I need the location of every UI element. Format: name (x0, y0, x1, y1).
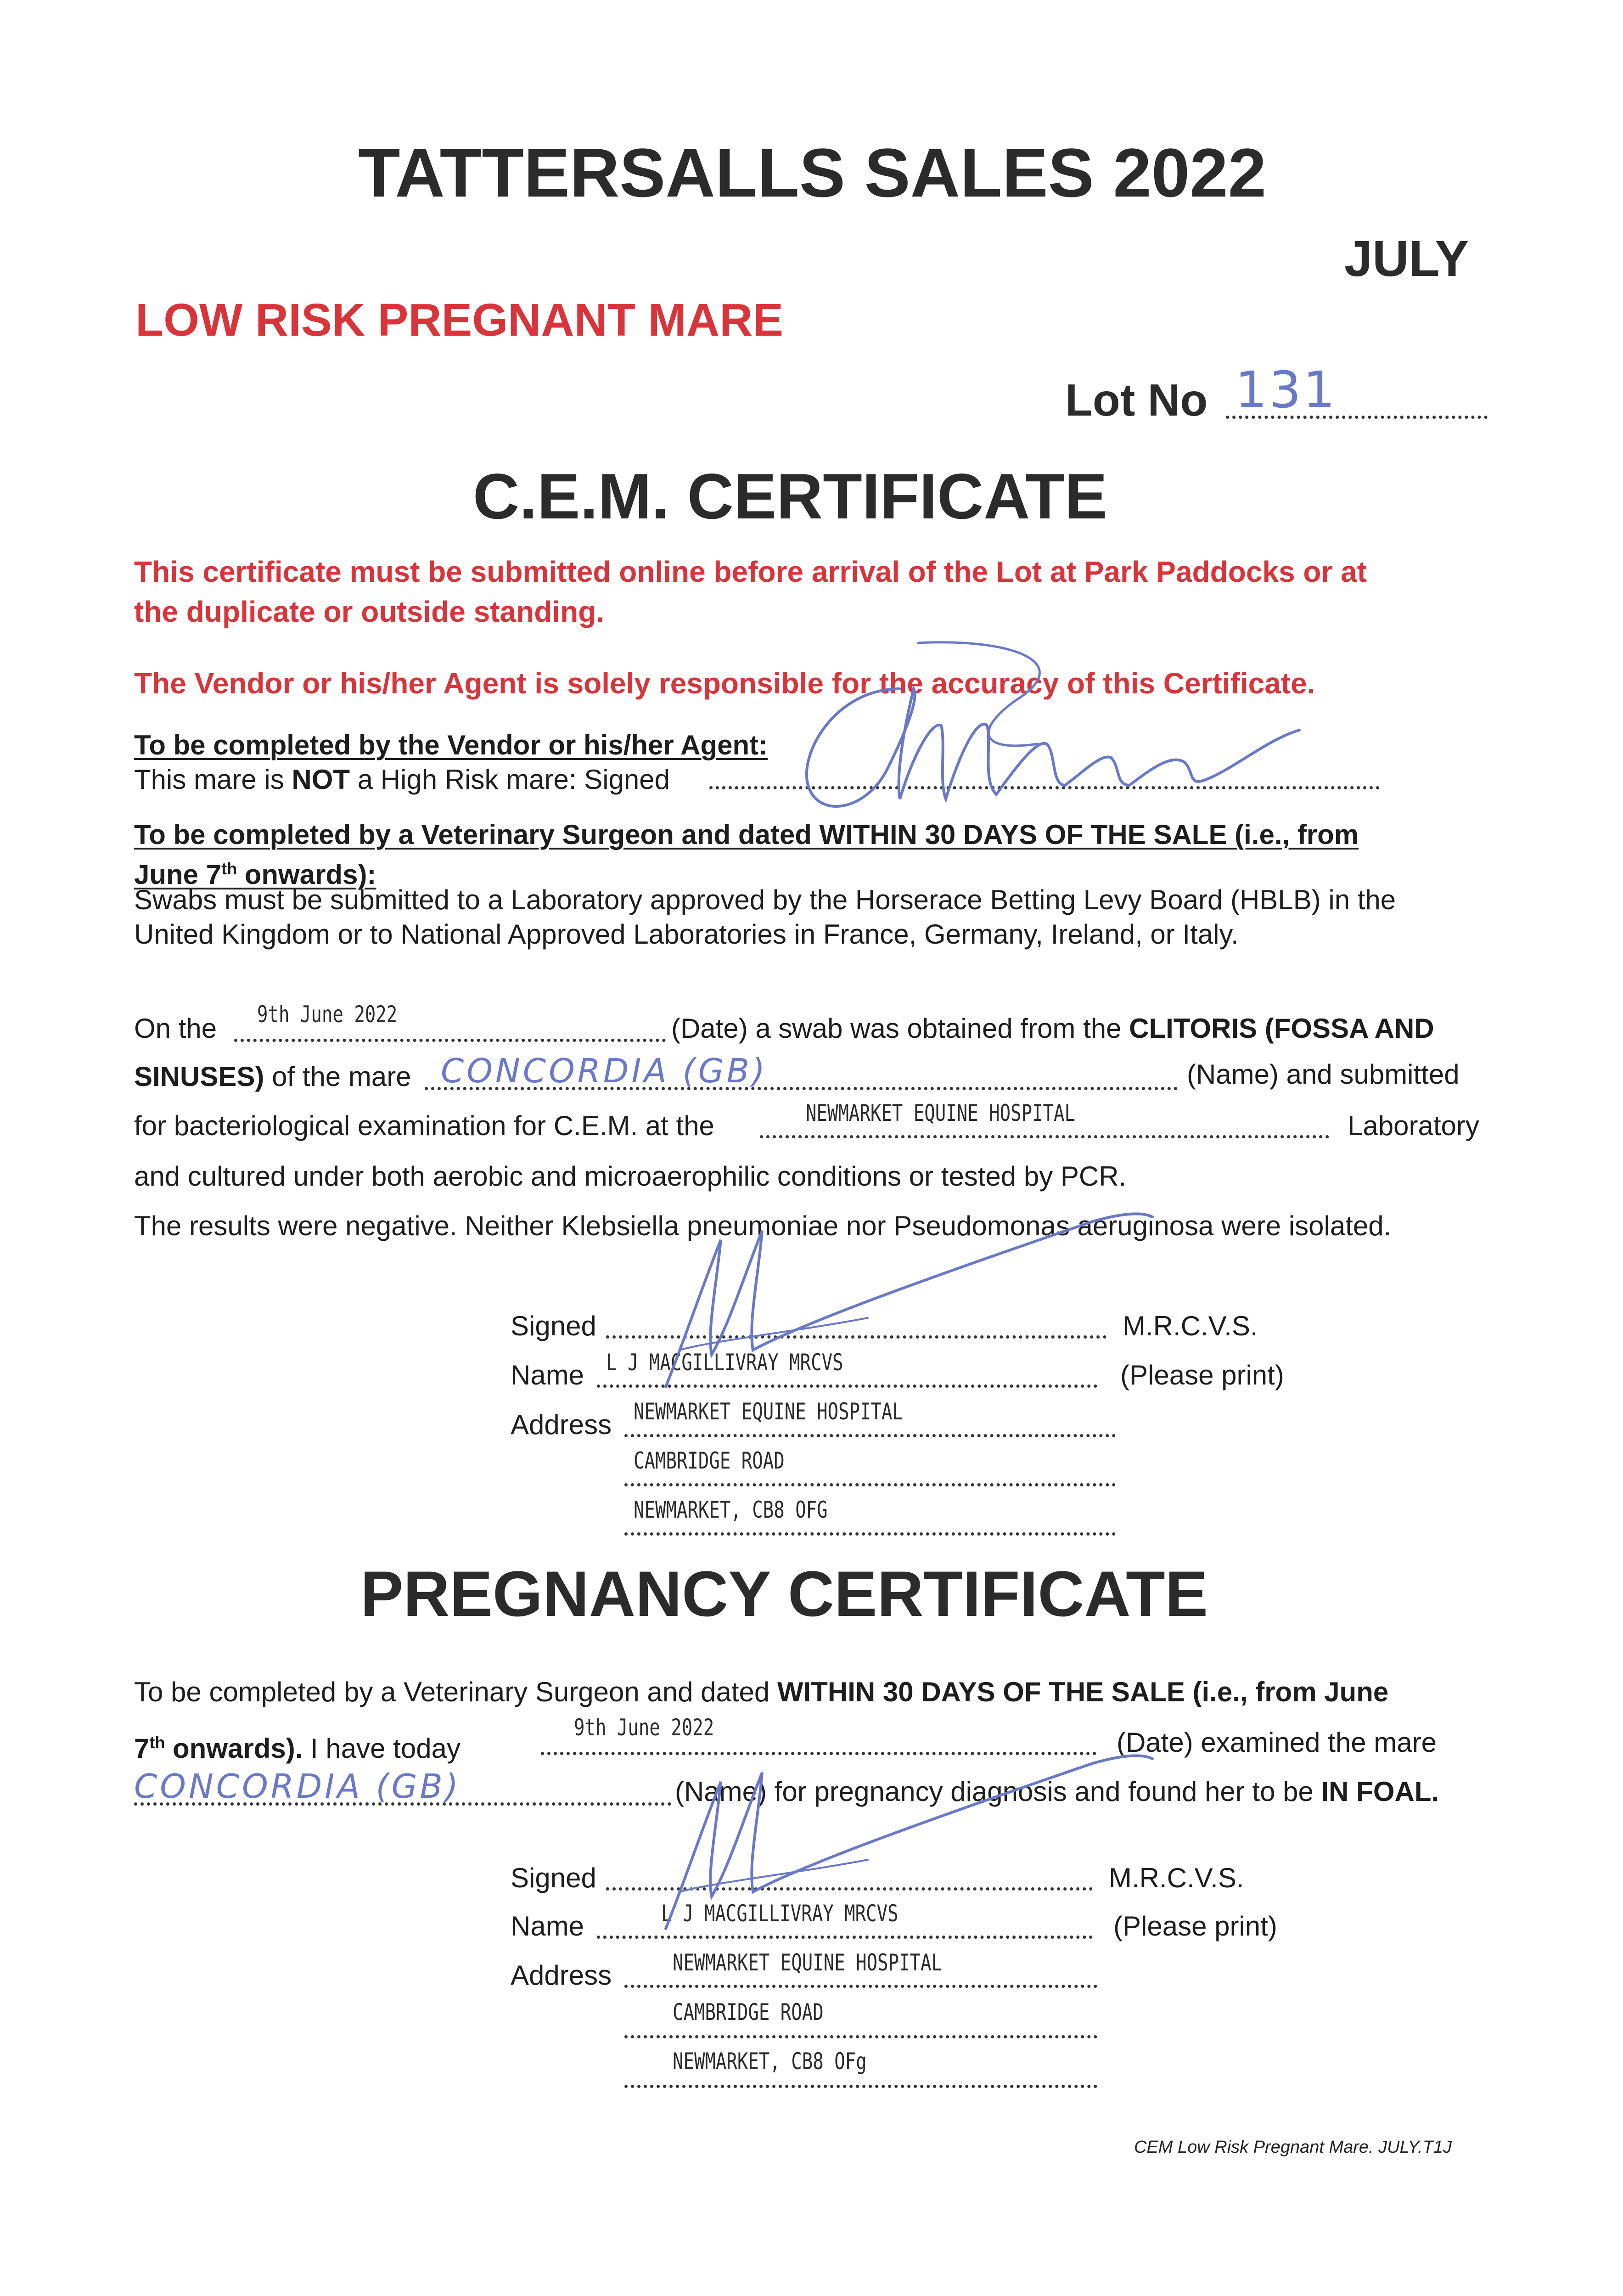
pregnancy-seventh-sup: th (149, 1733, 165, 1752)
cem-name-line (597, 1384, 1097, 1388)
cem-address-1-value: NEWMARKET EQUINE HOSPITAL (634, 1398, 904, 1425)
pregnancy-line-1-text: To be completed by a Veterinary Surgeon and dated (134, 1677, 770, 1707)
pregnancy-certificate-title: PREGNANCY CERTIFICATE (360, 1558, 1208, 1630)
pregnancy-onwards: onwards). (165, 1733, 303, 1764)
vendor-declaration (134, 761, 670, 798)
form-code-footer: CEM Low Risk Pregnant Mare. JULY.T1J (1134, 2138, 1452, 2157)
vendor-signature-line (709, 786, 1380, 789)
preg-name-label: Name (511, 1911, 584, 1941)
laboratory-value: NEWMARKET EQUINE HOSPITAL (806, 1100, 1076, 1126)
mare-name-suffix: (Name) and submitted (1187, 1059, 1460, 1090)
vet-section-heading-line-1: To be completed by a Veterinary Surgeon and dated WITHIN 30 DAYS OF THE SALE (i.e., from (134, 819, 1359, 850)
laboratory-line (760, 1135, 1329, 1138)
pregnancy-line-3-text: (Name) for pregnancy diagnosis and found her to be (675, 1776, 1314, 1807)
vendor-declaration-not: NOT (292, 764, 350, 795)
cem-please-print: (Please print) (1120, 1360, 1284, 1390)
cem-address-line-2 (624, 1483, 1116, 1486)
on-the-label: On the (134, 1013, 217, 1044)
sale-month: JULY (1344, 231, 1469, 287)
mare-line-prefix (134, 1058, 411, 1095)
vendor-declaration-text-b: a High Risk mare: Signed (357, 764, 670, 795)
cem-address-line-1 (624, 1434, 1116, 1437)
lot-number-label: Lot No (1065, 375, 1208, 425)
pregnancy-line-2-prefix (134, 1724, 461, 1767)
pregnancy-seventh: 7 (134, 1733, 150, 1764)
lot-number-value: 131 (1235, 360, 1337, 419)
certificate-subtitle: LOW RISK PREGNANT MARE (135, 294, 784, 346)
preg-address-label: Address (511, 1960, 612, 1991)
cem-notice-line-2: the duplicate or outside standing. (134, 595, 605, 628)
preg-address-line-1 (624, 1985, 1097, 1988)
cem-name-label: Name (511, 1360, 584, 1390)
pregnancy-line-3 (675, 1773, 1439, 1810)
swab-date-suffix (671, 1010, 1434, 1047)
swab-date-value: 9th June 2022 (257, 1001, 398, 1028)
in-foal-label: IN FOAL. (1321, 1776, 1439, 1807)
cem-address-line-3 (624, 1532, 1116, 1536)
preg-address-3-value: NEWMARKET, CB8 OFg (673, 2048, 867, 2075)
pregnancy-date-value: 9th June 2022 (574, 1714, 714, 1741)
vet-heading-sup: th (221, 859, 237, 878)
cem-signed-label: Signed (511, 1311, 596, 1341)
vet-heading-june: June 7 (134, 859, 222, 890)
cem-signature-line (606, 1335, 1106, 1339)
of-the-mare-label: of the mare (272, 1061, 411, 1092)
cem-vet-name-value: L J MACGILLIVRAY MRCVS (606, 1349, 843, 1376)
sinuses-label: SINUSES) (134, 1061, 264, 1092)
document-title: TATTERSALLS SALES 2022 (358, 134, 1267, 211)
vendor-responsibility-notice: The Vendor or his/her Agent is solely responsible for the accuracy of this Certificate. (134, 667, 1315, 700)
culture-statement: and cultured under both aerobic and microaerophilic conditions or tested by PCR. (134, 1161, 1127, 1192)
preg-please-print: (Please print) (1113, 1911, 1277, 1941)
vet-heading-onwards: onwards): (237, 859, 376, 890)
preg-address-2-value: CAMBRIDGE ROAD (673, 1999, 824, 2026)
laboratory-label: Laboratory (1348, 1110, 1479, 1141)
preg-address-line-3 (624, 2085, 1097, 2088)
preg-address-line-2 (624, 2035, 1097, 2038)
swab-instructions-line-1: Swabs must be submitted to a Laboratory approved by the Horserace Betting Levy Board (HBLB) in the (134, 884, 1396, 915)
preg-name-line (597, 1936, 1093, 1939)
vendor-section-heading: To be completed by the Vendor or his/her Agent: (134, 730, 768, 760)
cem-notice-line-1: This certificate must be submitted online before arrival of the Lot at Park Paddocks or at (134, 555, 1367, 588)
cem-address-label: Address (511, 1409, 612, 1440)
pregnancy-line-1-bold: WITHIN 30 DAYS OF THE SALE (i.e., from June (777, 1677, 1389, 1707)
cem-mrcvs-label: M.R.C.V.S. (1123, 1311, 1258, 1341)
swab-date-suffix-text: (Date) a swab was obtained from the (671, 1013, 1122, 1044)
pregnancy-have-today: I have today (310, 1733, 461, 1764)
cem-mare-name-value: CONCORDIA (GB) (441, 1052, 768, 1090)
swab-date-line (234, 1039, 666, 1042)
bacteriological-label: for bacteriological examination for C.E.M. at the (134, 1110, 714, 1141)
cem-certificate-title: C.E.M. CERTIFICATE (473, 460, 1107, 532)
swab-instructions-line-2: United Kingdom or to National Approved Laboratories in France, Germany, Ireland, or Italy. (134, 919, 1239, 950)
pregnancy-mare-name-value: CONCORDIA (GB) (134, 1767, 461, 1806)
cem-address-3-value: NEWMARKET, CB8 OFG (634, 1497, 828, 1523)
preg-address-1-value: NEWMARKET EQUINE HOSPITAL (673, 1949, 943, 1976)
pregnancy-date-suffix: (Date) examined the mare (1117, 1727, 1437, 1758)
clitoris-label: CLITORIS (FOSSA AND (1129, 1013, 1434, 1044)
pregnancy-date-line (541, 1752, 1096, 1755)
pregnancy-line-1 (134, 1674, 1388, 1711)
cem-address-2-value: CAMBRIDGE ROAD (634, 1447, 785, 1474)
preg-signature-line (606, 1887, 1093, 1891)
preg-signed-label: Signed (511, 1863, 596, 1893)
results-statement: The results were negative. Neither Klebsiella pneumoniae nor Pseudomonas aeruginosa were isolated. (134, 1210, 1392, 1241)
preg-mrcvs-label: M.R.C.V.S. (1109, 1863, 1244, 1893)
preg-vet-name-value: L J MACGILLIVRAY MRCVS (661, 1900, 899, 1927)
vendor-declaration-text-a: This mare is (134, 764, 284, 795)
